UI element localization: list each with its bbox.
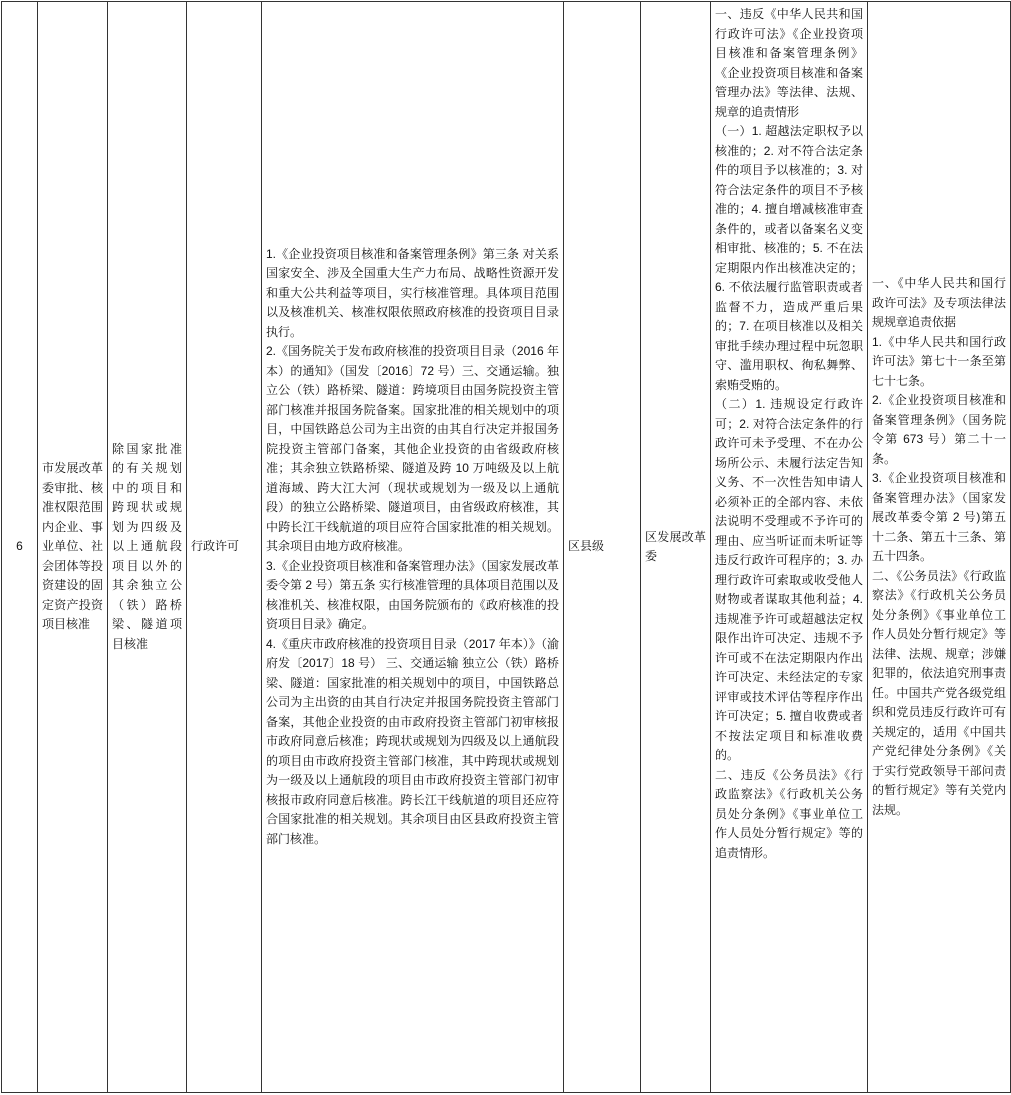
accountability-paragraph: 一、违反《中华人民共和国行政许可法》《企业投资项目核准和备案管理条例》《企业投资项目核准和备案管理办法》等法律、法规、规章的追责情形 [715,7,863,119]
accountability-cell [711,2,868,1093]
accountability-basis-paragraph: 2.《企业投资项目核准和备案管理条例》（国务院令第 673 号）第二十一条。 [872,393,1006,466]
table-row [2,2,1011,1093]
accountability-basis-paragraph: 1.《中华人民共和国行政许可法》第七十一条至第七十七条。 [872,334,1006,388]
accountability-paragraph: 二、违反《公务员法》《行政监察法》《行政机关公务员处分条例》《事业单位工作人员处分暂行规定》等的追责情形。 [715,767,863,860]
legal-basis-cell [262,2,564,1093]
level-cell: 区县级 [564,2,641,1093]
accountability-paragraph: （二）1. 违规设定行政许可；2. 对符合法定条件的行政许可未予受理、不在办公场所公示、未履行法定告知义务、不一次性告知申请人必须补正的全部内容、未依法说明不受理或不予许可的理由、应当听证而未听证等违反行政许可程序的；3. 办理行政许可索取或收受他人财物或者谋取其他利益；4. 违规准予许可或超越法定权限作出许可决定、违规不予许可或不在法定期限内作出许可决定、未经法定的专家评审或技术评估等程序作出许可决定；5. 擅自收费或者不按法定项目和标准收费的。 [715,397,867,762]
department-cell: 区发展改革委 [641,2,711,1093]
sub-item-cell: 除国家批准的有关规划中的项目和跨现状或规划为四级及以上通航段项目以外的其余独立公（铁）路桥梁、隧道项目核准 [108,2,187,1093]
legal-basis-paragraph: 4.《重庆市政府核准的投资项目目录（2017 年本）》（渝府发〔2017〕18 号） 三、交通运输 独立公（铁）路桥梁、隧道：国家批准的相关规划中的项目，中国铁路总公司为主出资的由其自行决定并报国务院投资主管部门备案，其他企业投资的由市政府投资主管部门初审核报市政府同意后核准；跨现状或规划为四级及以上通航段的项目由市政府投资主管部门核准，其中跨现状或规划为一级及以上通航段的项目由市政府投资主管部门初审核报市政府同意后核准。跨长江干线航道的项目还应符合国家批准的相关规划。其余项目由区县政府投资主管部门核准。 [266,636,559,846]
power-type-cell: 行政许可 [187,2,262,1093]
power-list-table [1,1,1011,1093]
legal-basis-paragraph: 2.《国务院关于发布政府核准的投资项目目录（2016 年本）的通知》（国发〔2016〕72 号）三、交通运输。独立公（铁）路桥梁、隧道：跨境项目由国务院投资主管部门核准并报国务院备案。国家批准的相关规划中的项目，中国铁路总公司为主出资的由其自行决定并报国务院投资主管部门备案，其他企业投资的由省级政府核准；其余独立铁路桥梁、隧道及跨 10 万吨级及以上航道海域、跨大江大河（现状或规划为一级及以上通航段）的独立公路桥梁、隧道项目，由省级政府核准，其中跨长江干线航道的项目应符合国家批准的相关规划。其余项目由地方政府核准。 [266,344,559,554]
accountability-basis-paragraph: 3.《企业投资项目核准和备案管理办法》（国家发展改革委令第 2 号)第五十二条、第五十三条、第五十四条。 [872,471,1006,563]
accountability-basis-paragraph: 二、《公务员法》《行政监察法》《行政机关公务员处分条例》《事业单位工作人员处分暂行规定》等法律、法规、规章；涉嫌犯罪的，依法追究刑事责任。中国共产党各级党组织和党员违反行政许可有关规定的，适用《中国共产党纪律处分条例》《关于实行党政领导干部问责的暂行规定》等有关党内法规。 [872,568,1006,817]
legal-basis-paragraph: 1.《企业投资项目核准和备案管理条例》第三条 对关系国家安全、涉及全国重大生产力布局、战略性资源开发和重大公共利益等项目，实行核准管理。具体项目范围以及核准机关、核准权限依照政府核准的投资项目目录执行。 [266,246,559,339]
serial-number-cell: 6 [2,2,38,1093]
legal-basis-paragraph: 3.《企业投资项目核准和备案管理办法》（国家发展改革委令第 2 号）第五条 实行核准管理的具体项目范围以及核准机关、核准权限，由国务院颁布的《政府核准的投资项目目录》确定。 [266,558,559,632]
accountability-basis-cell [868,2,1011,1093]
accountability-basis-paragraph: 一、《中华人民共和国行政许可法》及专项法律法规规章追责依据 [872,276,1006,329]
item-name-cell: 市发展改革委审批、核准权限范围内企业、事业单位、社会团体等投资建设的固定资产投资项目核准 [38,2,108,1093]
accountability-paragraph: （一）1. 超越法定职权予以核准的；2. 对不符合法定条件的项目予以核准的；3. 对符合法定条件的项目不予核准的；4. 擅自增减核准审查条件的，或者以备案名义变相审批、核准的；5. 不在法定期限内作出核准决定的；6. 不依法履行监管职责或者监督不力，造成严重后果的；7. 在项目核准以及相关审批手续办理过程中玩忽职守、滥用职权、徇私舞弊、索贿受贿的。 [715,124,863,392]
